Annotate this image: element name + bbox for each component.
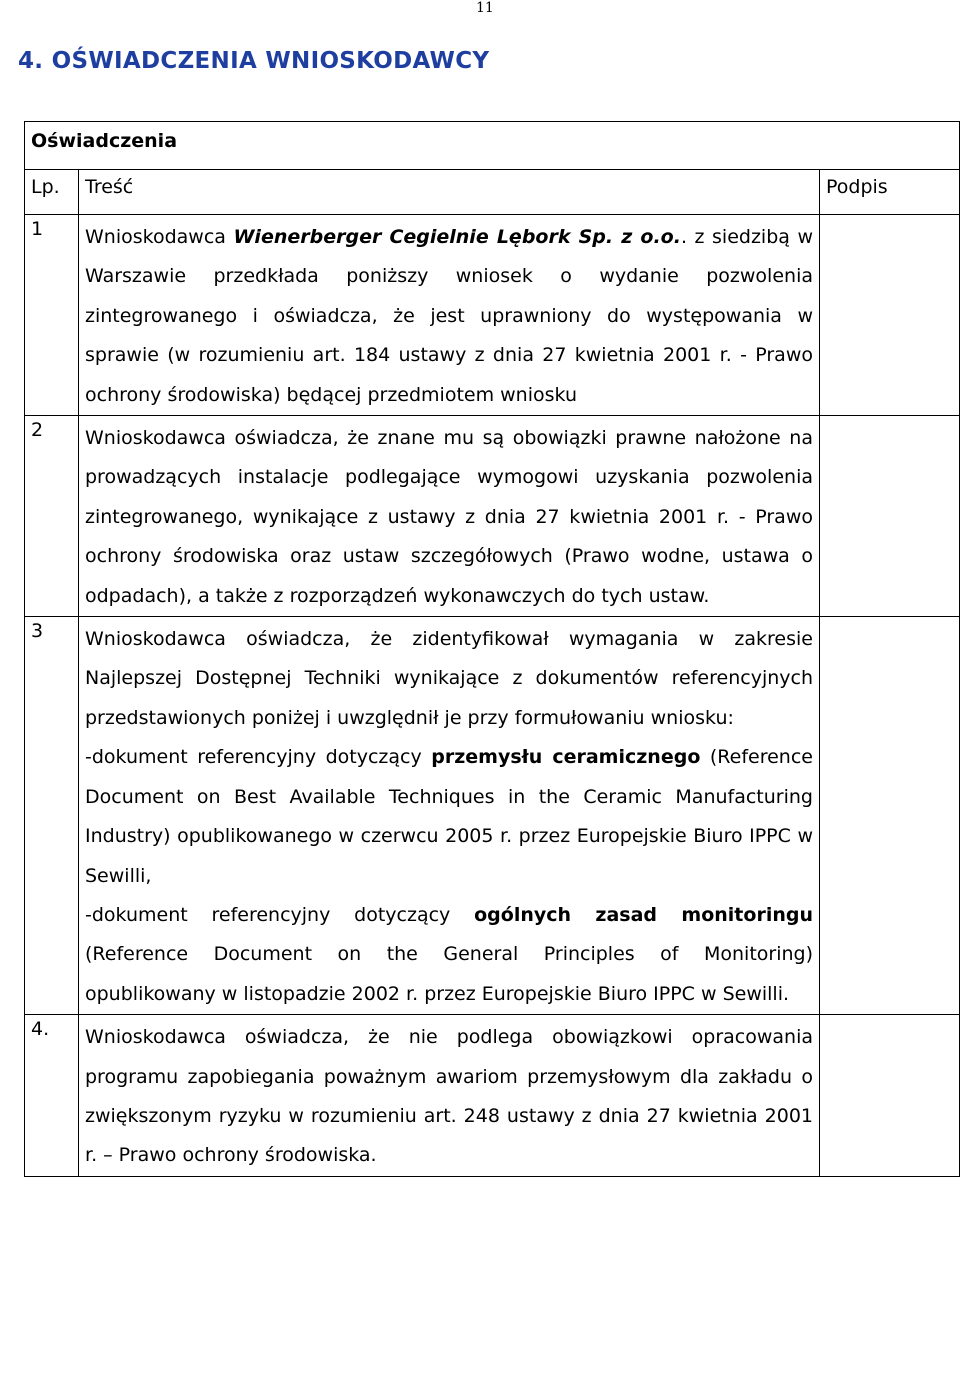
row-content xyxy=(79,1015,820,1177)
row-content xyxy=(79,617,820,1015)
signature-cell xyxy=(820,215,960,416)
table-row xyxy=(25,1015,960,1177)
content-text: Wnioskodawca oświadcza, że nie podlega obowiązkowi opracowania programu zapobiegania poważnym awariom przemysłowym dla zakładu o zwiększonym ryzyku w rozumieniu art. 248 ustawy z dnia 27 kwietnia 2001 r. – Prawo ochrony środowiska. xyxy=(85,1026,813,1167)
table-caption-row xyxy=(25,122,960,170)
row-number: 1 xyxy=(25,215,79,416)
signature-cell xyxy=(820,617,960,1015)
row-content xyxy=(79,215,820,416)
page-number: 11 xyxy=(476,0,494,16)
content-text: Wnioskodawca xyxy=(85,226,234,248)
table-caption: Oświadczenia xyxy=(25,122,960,170)
signature-cell xyxy=(820,1015,960,1177)
content-text: -dokument referencyjny dotyczący xyxy=(85,746,432,769)
header-signature: Podpis xyxy=(820,170,960,215)
table-row xyxy=(25,416,960,617)
row-number: 3 xyxy=(25,617,79,1015)
signature-cell xyxy=(820,416,960,617)
emphasized-text: Wienerberger Cegielnie Lębork Sp. z o.o. xyxy=(233,226,681,248)
content-text: Wnioskodawca oświadcza, że znane mu są obowiązki prawne nałożone na prowadzących instalacje podlegające wymogowi uzyskania pozwolenia zintegrowanego, wynikające z ustawy z dnia 27 kwietnia 2001 r. - Prawo ochrony środowiska oraz ustaw szczegółowych (Prawo wodne, ustawa o odpadach), a także z rozporządzeń wykonawczych do tych ustaw. xyxy=(85,427,813,607)
emphasized-text: przemysłu ceramicznego xyxy=(431,746,701,769)
row-content xyxy=(79,416,820,617)
row-number: 2 xyxy=(25,416,79,617)
content-text: -dokument referencyjny dotyczący xyxy=(85,903,475,926)
table-header-row xyxy=(25,170,960,215)
content-text: Wnioskodawca oświadcza, że zidentyfikował wymagania w zakresie Najlepszej Dostępnej Techniki wynikające z dokumentów referencyjnych przedstawionych poniżej i uwzględnił je przy formułowaniu wniosku: xyxy=(85,628,813,729)
table-row xyxy=(25,617,960,1015)
content-text: (Reference Document on Best Available Techniques in the Ceramic Manufacturing Industry) opublikowanego w czerwcu 2005 r. przez Europejskie Biuro IPPC w Sewilli, xyxy=(85,746,813,887)
section-title: 4. OŚWIADCZENIA WNIOSKODAWCY xyxy=(18,48,490,74)
row-number: 4. xyxy=(25,1015,79,1177)
content-text: (Reference Document on the General Principles of Monitoring) opublikowany w listopadzie 2002 r. przez Europejskie Biuro IPPC w Sewilli. xyxy=(85,943,813,1005)
emphasized-text: ogólnych zasad monitoringu xyxy=(474,903,813,926)
table-row xyxy=(25,215,960,416)
header-content: Treść xyxy=(79,170,820,215)
header-lp: Lp. xyxy=(25,170,79,215)
declarations-table xyxy=(24,121,960,1177)
content-text: . z siedzibą w Warszawie przedkłada poniższy wniosek o wydanie pozwolenia zintegrowanego i oświadcza, że jest uprawniony do występowania w sprawie (w rozumieniu art. 184 ustawy z dnia 27 kwietnia 2001 r. - Prawo ochrony środowiska) będącej przedmiotem wniosku xyxy=(85,226,814,406)
